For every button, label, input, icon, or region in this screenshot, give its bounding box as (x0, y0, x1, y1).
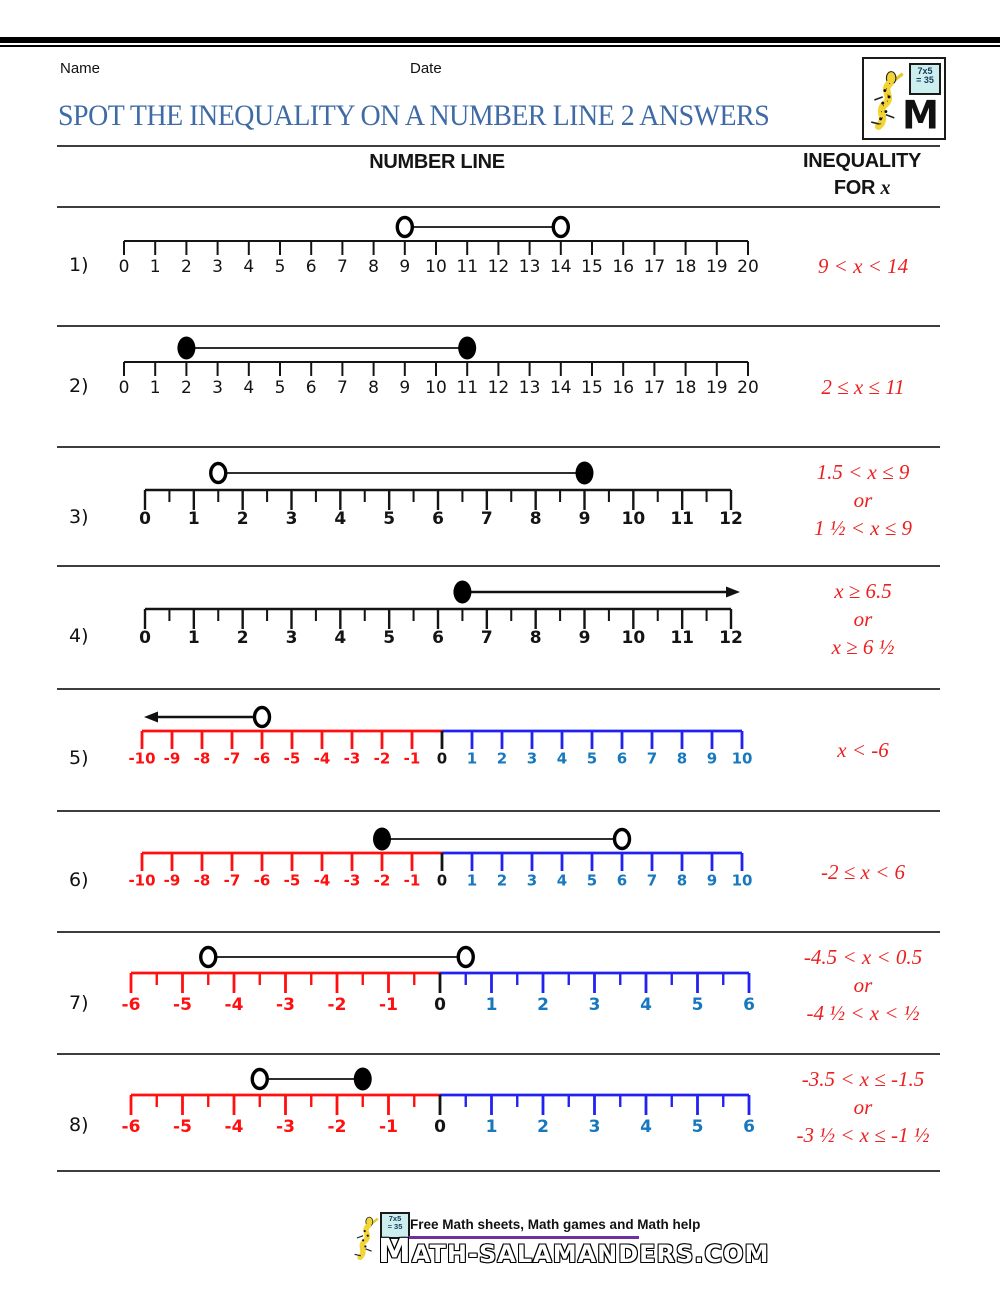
tick-label: 12 (487, 256, 510, 277)
tick-label: 13 (518, 256, 541, 277)
tick-label: 16 (612, 377, 635, 398)
answer-block (772, 736, 954, 764)
tick-label: -3 (276, 1116, 295, 1137)
tick-label: 10 (621, 508, 646, 529)
problem-row (0, 206, 1000, 327)
tick-label: 12 (719, 627, 743, 648)
tick-label: 6 (743, 994, 755, 1015)
problem-number: 3) (69, 506, 89, 528)
tick-label: 16 (612, 256, 635, 277)
tick-label: 2 (236, 508, 249, 529)
tick-label: 2 (496, 871, 508, 890)
tick-label: 6 (305, 377, 317, 398)
closed-point-marker (453, 581, 471, 604)
tick-label: -4 (224, 994, 244, 1015)
tick-label: -10 (128, 749, 156, 768)
tick-label: 1 (187, 627, 200, 648)
answer-line: 2 ≤ x ≤ 11 (821, 375, 905, 399)
tick-label: 4 (243, 256, 255, 277)
answer-line: or (853, 1095, 873, 1119)
tick-label: -7 (223, 871, 241, 890)
tick-label: -4 (313, 871, 331, 890)
tick-label: -6 (121, 994, 141, 1015)
tick-label: 9 (706, 871, 718, 890)
answer-line: -4.5 < x < 0.5 (803, 945, 923, 969)
tick-label: 3 (588, 994, 601, 1015)
tick-label: 4 (334, 627, 347, 648)
answer-block (772, 858, 954, 886)
open-point-marker (458, 948, 473, 967)
x-variable: x (880, 177, 891, 199)
problem-number: 7) (69, 992, 89, 1014)
tick-label: 2 (236, 627, 249, 648)
tick-label: 8 (368, 377, 380, 398)
open-point-marker (397, 218, 412, 237)
name-label: Name (60, 60, 101, 77)
answer-block (772, 458, 954, 542)
answer-line: or (853, 973, 873, 997)
tick-label: 9 (578, 627, 591, 648)
number-line (0, 448, 770, 567)
number-line (0, 690, 770, 812)
problem-row (0, 933, 1000, 1055)
row-separator (57, 1170, 940, 1172)
problem-row (0, 327, 1000, 448)
tick-label: -6 (253, 749, 271, 768)
column-header-for-x (772, 177, 952, 200)
tick-label: 7 (336, 377, 348, 398)
tick-label: 5 (383, 627, 396, 648)
tick-label: 11 (670, 508, 695, 529)
answer-line: or (853, 488, 873, 512)
tick-label: -4 (224, 1116, 244, 1137)
tick-label: 7 (480, 508, 493, 529)
tick-label: 4 (556, 871, 568, 890)
tick-label: 6 (305, 256, 317, 277)
tick-label: 11 (456, 377, 479, 398)
tick-label: 4 (640, 1116, 652, 1137)
tick-label: 6 (432, 627, 444, 648)
footer-site-m: M (378, 1231, 412, 1270)
closed-point-marker (576, 462, 594, 485)
tick-label: 17 (643, 377, 666, 398)
tick-label: -1 (379, 1116, 398, 1137)
tick-label: 2 (496, 749, 508, 768)
tick-label: 10 (425, 256, 447, 277)
answer-block (772, 943, 954, 1027)
tick-label: 9 (399, 256, 411, 277)
tick-label: 8 (676, 749, 688, 768)
tick-label: -6 (121, 1116, 141, 1137)
answer-line: x < -6 (837, 738, 889, 762)
tick-label: 0 (139, 627, 151, 648)
for-label: FOR (833, 177, 876, 199)
date-label: Date (410, 60, 442, 77)
tick-label: 0 (139, 508, 151, 529)
answer-line: or (853, 607, 873, 631)
problem-row (0, 1055, 1000, 1172)
tick-label: 2 (180, 377, 192, 398)
tick-label: 20 (737, 377, 759, 398)
closed-point-marker (354, 1068, 372, 1091)
tick-label: 8 (368, 256, 380, 277)
arrow-right-head (726, 587, 740, 598)
tick-label: 5 (274, 256, 286, 277)
footer-tagline: Free Math sheets, Math games and Math help (410, 1217, 701, 1232)
tick-label: -3 (343, 871, 361, 890)
tick-label: -1 (403, 749, 421, 768)
tick-label: 6 (616, 871, 628, 890)
tick-label: 7 (336, 256, 348, 277)
number-line (0, 327, 770, 448)
tick-label: 5 (586, 749, 598, 768)
tick-label: 1 (149, 377, 161, 398)
tick-label: 3 (285, 508, 298, 529)
tick-label: -5 (283, 749, 301, 768)
tick-label: 5 (691, 1116, 704, 1137)
tick-label: 3 (526, 871, 538, 890)
arrow-left-head (144, 712, 158, 723)
answer-block (772, 577, 954, 661)
answer-line: -3.5 < x ≤ -1.5 (801, 1067, 925, 1091)
tick-label: 8 (676, 871, 688, 890)
tick-label: 0 (434, 1116, 446, 1137)
open-point-marker (615, 830, 630, 849)
problem-number: 5) (69, 747, 89, 769)
tick-label: -6 (253, 871, 271, 890)
tick-label: 5 (274, 377, 286, 398)
tick-label: -2 (373, 749, 391, 768)
tick-label: -3 (343, 749, 361, 768)
open-point-marker (211, 464, 226, 483)
tick-label: 1 (466, 749, 478, 768)
tick-label: -9 (163, 749, 181, 768)
closed-point-marker (177, 337, 195, 360)
tick-label: -10 (128, 871, 156, 890)
problem-number: 1) (69, 254, 89, 276)
tick-label: 4 (640, 994, 652, 1015)
tick-label: 1 (187, 508, 200, 529)
answer-block (772, 373, 954, 401)
board-line1: 7x5 (917, 66, 933, 76)
answer-line: x ≥ 6.5 (834, 579, 892, 603)
footer-site-name (378, 1231, 769, 1270)
tick-label: 11 (456, 256, 479, 277)
tick-label: 13 (518, 377, 541, 398)
closed-point-marker (458, 337, 476, 360)
tick-label: 19 (705, 256, 728, 277)
closed-point-marker (373, 828, 391, 851)
number-line (0, 206, 770, 327)
answer-line: x ≥ 6 ½ (831, 635, 895, 659)
tick-label: 9 (578, 508, 591, 529)
tick-label: 2 (537, 994, 549, 1015)
tick-label: 4 (243, 377, 255, 398)
tick-label: 10 (425, 377, 447, 398)
tick-label: 18 (674, 377, 697, 398)
problem-number: 4) (69, 625, 89, 647)
tick-label: -2 (327, 1116, 347, 1137)
tick-label: -3 (276, 994, 295, 1015)
tick-label: -5 (173, 994, 192, 1015)
answer-line: 9 < x < 14 (817, 254, 909, 278)
tick-label: 5 (691, 994, 704, 1015)
tick-label: 3 (526, 749, 538, 768)
open-point-marker (553, 218, 568, 237)
footer-board-line2: = 35 (387, 1221, 403, 1231)
tick-label: 6 (432, 508, 444, 529)
tick-label: 1 (149, 256, 161, 277)
number-line (0, 933, 770, 1055)
page-title: SPOT THE INEQUALITY ON A NUMBER LINE 2 ANSWERS (58, 99, 770, 132)
tick-label: 5 (383, 508, 396, 529)
tick-label: -8 (193, 871, 211, 890)
number-line (0, 1055, 770, 1172)
tick-label: 18 (674, 256, 697, 277)
monogram-m: M (902, 92, 939, 139)
top-border-thin (0, 45, 1000, 47)
tick-label: -2 (373, 871, 391, 890)
tick-label: 0 (434, 994, 446, 1015)
tick-label: 14 (549, 256, 572, 277)
tick-label: 12 (719, 508, 743, 529)
tick-label: 8 (529, 627, 542, 648)
problem-number: 2) (69, 375, 89, 397)
tick-label: 3 (588, 1116, 601, 1137)
tick-label: -4 (313, 749, 331, 768)
open-point-marker (201, 948, 216, 967)
tick-label: 4 (556, 749, 568, 768)
header-rule-top (57, 145, 940, 147)
answer-line: -3 ½ < x ≤ -1 ½ (796, 1123, 930, 1147)
tick-label: 11 (670, 627, 695, 648)
tick-label: -7 (223, 749, 241, 768)
tick-label: -2 (327, 994, 347, 1015)
tick-label: 6 (616, 749, 628, 768)
tick-label: -9 (163, 871, 181, 890)
tick-label: 7 (646, 749, 658, 768)
tick-label: 9 (706, 749, 718, 768)
problem-row (0, 448, 1000, 567)
tick-label: 4 (334, 508, 347, 529)
tick-label: 17 (643, 256, 666, 277)
tick-label: 10 (621, 627, 646, 648)
tick-label: -8 (193, 749, 211, 768)
open-point-marker (255, 708, 270, 727)
tick-label: 5 (586, 871, 598, 890)
tick-label: 6 (743, 1116, 755, 1137)
tick-label: 15 (581, 256, 603, 277)
tick-label: 14 (549, 377, 572, 398)
footer-board-line1: 7x5 (388, 1214, 402, 1223)
column-header-inequality: INEQUALITY (802, 150, 922, 172)
tick-label: 1 (485, 994, 498, 1015)
tick-label: 10 (731, 749, 753, 768)
tick-label: 3 (212, 256, 224, 277)
number-line (0, 812, 770, 933)
answer-line: -2 ≤ x < 6 (820, 860, 905, 884)
math-board-icon (909, 63, 941, 95)
tick-label: 20 (737, 256, 759, 277)
tick-label: 2 (180, 256, 192, 277)
column-header-number-line: NUMBER LINE (369, 151, 505, 173)
board-line2: = 35 (916, 75, 934, 86)
number-line (0, 567, 770, 690)
tick-label: 0 (436, 749, 448, 768)
tick-label: 1 (466, 871, 478, 890)
answer-block (772, 1065, 954, 1149)
tick-label: 1 (485, 1116, 498, 1137)
problem-number: 6) (69, 869, 89, 891)
tick-label: 0 (118, 377, 130, 398)
tick-label: 0 (118, 256, 130, 277)
problem-row (0, 690, 1000, 812)
answer-line: 1.5 < x ≤ 9 (816, 460, 910, 484)
problem-number: 8) (69, 1114, 89, 1136)
footer-site-rest: ATH-SALAMANDERS.COM (411, 1240, 770, 1268)
salamander-logo-box (862, 57, 946, 140)
tick-label: 3 (285, 627, 298, 648)
answer-block (772, 252, 954, 280)
tick-label: 19 (705, 377, 728, 398)
tick-label: 7 (480, 627, 493, 648)
tick-label: -1 (379, 994, 398, 1015)
tick-label: -1 (403, 871, 421, 890)
top-border-thick (0, 37, 1000, 43)
tick-label: 12 (487, 377, 510, 398)
problem-row (0, 812, 1000, 933)
problem-row (0, 567, 1000, 690)
tick-label: 7 (646, 871, 658, 890)
tick-label: 8 (529, 508, 542, 529)
tick-label: -5 (173, 1116, 192, 1137)
tick-label: -5 (283, 871, 301, 890)
tick-label: 10 (731, 871, 753, 890)
tick-label: 0 (436, 871, 448, 890)
tick-label: 15 (581, 377, 603, 398)
open-point-marker (252, 1070, 267, 1089)
tick-label: 2 (537, 1116, 549, 1137)
answer-line: -4 ½ < x < ½ (806, 1001, 920, 1025)
tick-label: 9 (399, 377, 411, 398)
tick-label: 3 (212, 377, 224, 398)
answer-line: 1 ½ < x ≤ 9 (813, 516, 913, 540)
